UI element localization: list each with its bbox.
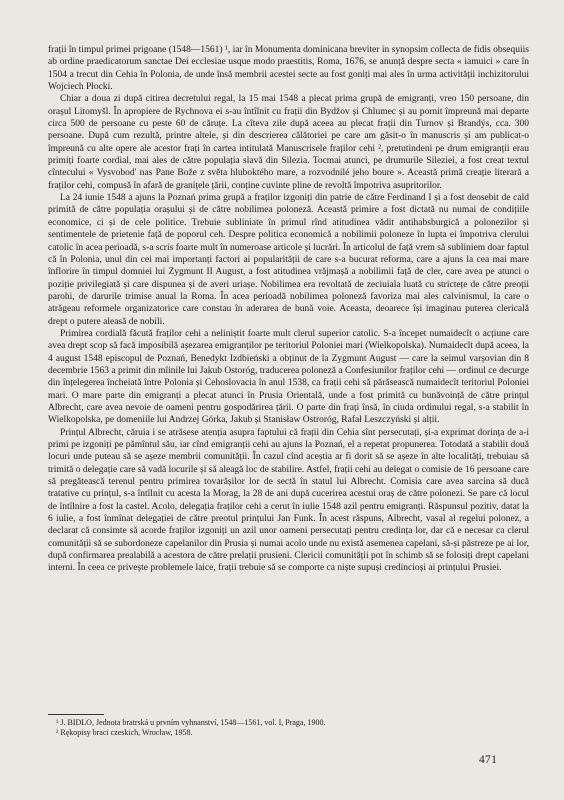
paragraph-1: frații în timpul primei prigoane (1548—1561) ¹, iar în Monumenta dominicana breviter in synopsim collecta de fidis obsequiis ab ordine praedicatorum sanctae Dei ecclesiae usque modo praestitis, Roma, 1676, se anunță despre secta « iamuici » care în 1504 a trecut din Cehia în Polonia, de unde însă membrii acestei secte au fost goniți mai ales în urma activității inchizitorului Wojciech Płocki. [48,45,529,93]
paragraph-4: Primirea cordială făcută fraților cehi a neliniștit foarte mult clerul superior catolic. S-a începet numaidecît o acțiune care avea drept scop să facă imposibilă așezarea emigranților pe teritoriul Poloniei mari (Wielkopolska). Numaidecît după aceea, la 4 august 1548 episcopul de Poznań, Benedykt Izdbieński a obținut de la Zygmunt August — care la seimul varșovian din 8 decembrie 1563 a primit din mîinile lui Jakub Ostoróg, traducerea poloneză a Confesiunilor fraților cehi — ordinul ce decurge din înțelegerea încheiată între Polonia și Cehoslovacia în anul 1538, ca frații cehi să părăsească numaidecît teritoriul Poloniei mari. O mare parte din emigranți a plecat atunci în Prusia Orientală, unde a fost primită cu bunăvoință de către prințul Albrecht, care avea nevoie de oameni pentru gospodărirea țării. O parte din frați însă, în ciuda ordinului regal, s-a stabilit în Wielkopolska, pe domeniile lui Andrzej Górka, Jakub și Stanisław Ostroróg, Rafał Leszczyński și alții. [48,328,529,426]
footnote-2: ² Rękopisy braci czeskich, Wrocław, 1958. [56,728,193,737]
footnote-1: ¹ J. BIDLO, Jednota bratrská u prvním vyhnanství, 1548—1561, vol. I, Praga, 1900. [56,718,326,727]
paragraph-3: La 24 iunie 1548 a ajuns la Poznań prima grupă a fraților izgoniți din patrie de către Ferdinand I și a fost deosebit de cald primită de către populația orașului și de către nobilimea poloneză. Această primire a fost dictată nu numai de condițiile economice, ci și de cele politice. Trebuie subliniate în primul rînd atitudinea vădit antihabsburgică a polonezilor și sentimentele de prietenie față de poporul ceh. Despre politica economică a nobilimii poloneze în lupta ei împotriva clerului catolic în acea perioadă, s-a scris foarte mult în numeroase articole și lucrări. În articolul de față vrem să subliniem doar faptul că în Polonia, unul din cei mai importanți factori ai popularității de care s-a bucurat reforma, care a ajuns la cea mai mare înflorire în timpul domniei lui Zygmunt II August, a fost atitudinea vrăjmașă a nobilimii față de cler, care avea pe atunci o poziție privilegiată și care dispunea și de averi uriașe. Nobilimea era revoltată de zeciuiala luată cu strictețe de către preoții parohi, de darurile trimise anual la Roma. În acea perioadă nobilimea poloneză favoriza mai ales calvinismul, la care o atrăgeau reformele organizatorice care constau în aderarea de bună voie. Aceasta, deoarece își imaginau puterea clericală drept o putere aleasă de nobili. [48,193,529,327]
body-text [48,44,529,575]
paragraph-5: Prințul Albrecht, căruia i se atrăsese atenția asupra faptului că frații din Cehia sînt persecutați, și-a exprimat dorința de a-i primi pe izgoniți pe pămîntul său, iar cînd emigranții cehi au ajuns la Poznań, el a repetat propunerea. Totodată a stabilit două locuri unde puteau să se așeze membrii comunității. În cazul cînd aceștia ar fi dorit să se așeze în alte localități, trebuiau să trimită o delegație care să vadă locurile și să aleagă loc de stabilire. Astfel, frații cehi au delegat o comisie de 16 persoane care să pregătească terenul pentru primirea tovarășilor lor de sectă în statul lui Albrecht. Comisia care avea sarcina să ducă tratative cu prințul, s-a întîlnit cu acesta la Morag, la 28 de ani după cucerirea acestui oraș de către polonezi. Se pare că locul de întîlnire a fost la castel. Acolo, delegația fraților cehi a cerut în iulie 1548 azil pentru emigranți. Răspunsul pozitiv, datat la 6 iulie, a fost înmînat delegației de către preotul prințului Jan Funk. În acest răspuns, Albrecht, vasal al regelui polonez, a declarat că consimte să acorde fraților izgoniți un azil unor oameni persecutați pentru credința lor, dar că e necesar ca clerul comunității să se subordoneze capelanilor din Prusia și numai acolo unde nu există asemenea capelani, să-și păstreze pe ai lor, după confirmarea prealabilă a acestora de către prelații prusieni. Clericii comunității pot în schimb să se folosiți drept capelani interni. În ceea ce privește problemele laice, frații trebuie să se comporte ca niște supuși credincioși ai prințului Prusiei. [48,427,529,574]
footnotes [48,714,518,738]
page-number: 471 [479,754,498,766]
footnote-rule [48,714,104,715]
paragraph-2: Chiar a doua zi după citirea decretului regal, la 15 mai 1548 a plecat prima grupă de emigranți, vreo 150 persoane, din orașul Litomyšl. În apropiere de Rychnova ei s-au întîlnit cu frații din Bydžov și Chlumec și au pornit împreună mai departe circa 500 de persoane cu peste 60 de căruțe. La cîteva zile după aceea au plecat frații din Turnov și Brandýs, cca. 300 persoane. După cum rezultă, printre altele, și din descrierea călătoriei pe care am găsit-o în manuscris și am publicat-o împreună cu alte opere ale acestor frați în cartea intitulată Manuscrisele fraților cehi ², pretutindeni pe drum emigranții erau primiți foarte cordial, mai ales de către populația slavă din Silezia. Tocmai atunci, pe drumurile Sileziei, a fost creat textul cîntecului « Vysvobod' nas Pane Bože z světa hluboktého mare, a rozvodnilé jeho boure ». Această primă creație literară a fraților cehi, compusă în afară de granițele țării, conține cuvinte pline de revoltă împotriva asupritorilor. [48,94,529,191]
